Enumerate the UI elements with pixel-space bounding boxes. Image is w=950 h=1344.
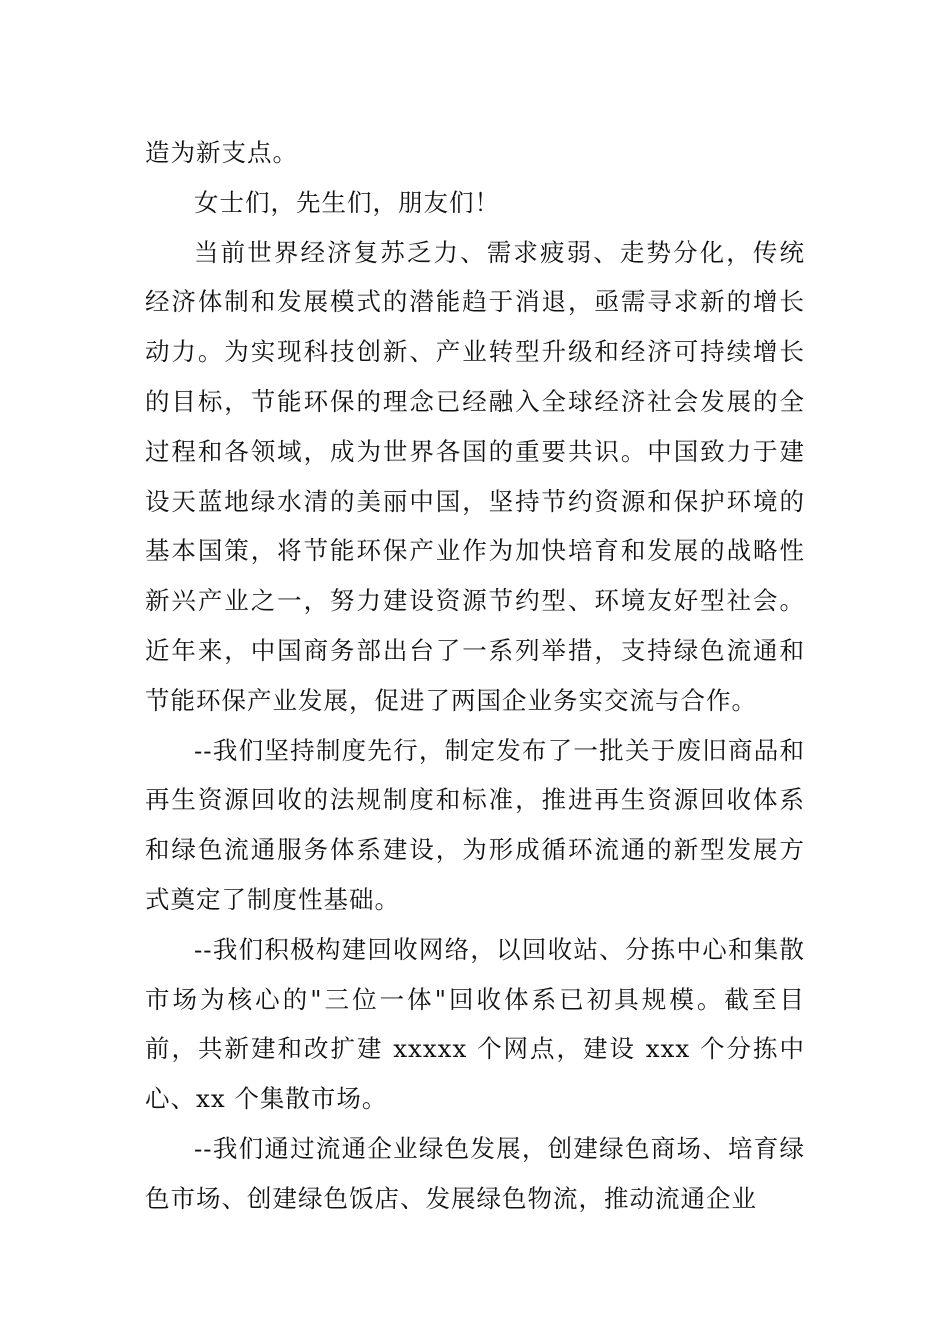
paragraph-continuation: 造为新支点。: [145, 138, 298, 167]
document-body: [145, 128, 805, 1224]
paragraph-world-economy: 当前世界经济复苏乏力、需求疲弱、走势分化，传统经济体制和发展模式的潜能趋于消退，亟需寻求新的增长动力。为实现科技创新、产业转型升级和经济可持续增长的目标，节能环保的理念已经融入全球经济社会发展的全过程和各领域，成为世界各国的重要共识。中国致力于建设天蓝地绿水清的美丽中国，坚持节约资源和保护环境的基本国策，将节能环保产业作为加快培育和发展的战略性新兴产业之一，努力建设资源节约型、环境友好型社会。近年来，中国商务部出台了一系列举措，支持绿色流通和节能环保产业发展，促进了两国企业务实交流与合作。: [145, 237, 805, 715]
paragraph-greeting: 女士们，先生们，朋友们！: [194, 187, 500, 217]
paragraph-institutions: --我们坚持制度先行，制定发布了一批关于废旧商品和再生资源回收的法规制度和标准，推进再生资源回收体系和绿色流通服务体系建设，为形成循环流通的新型发展方式奠定了制度性基础。: [145, 735, 805, 914]
paragraph-recycling-network: --我们积极构建回收网络，以回收站、分拣中心和集散市场为核心的"三位一体"回收体系已初具规模。截至目前，共新建和改扩建 xxxxx 个网点，建设 xxx 个分拣中心、xx 个集散市场。: [145, 934, 805, 1114]
paragraph-green-enterprises: --我们通过流通企业绿色发展，创建绿色商场、培育绿色市场、创建绿色饭店、发展绿色物流，推动流通企业: [145, 1133, 805, 1213]
